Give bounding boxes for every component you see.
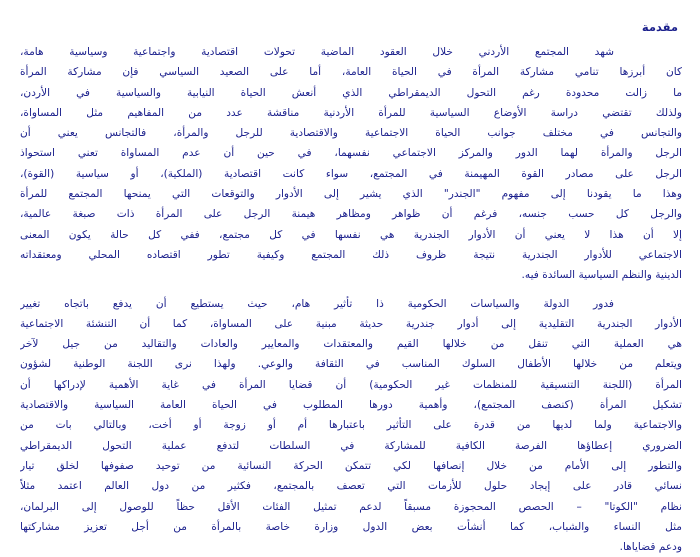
text-line: والاجتماعية ولما لديها من قدرة على التأثير باعتبارها أم أو زوجة أو أخت، وبالتالي بات من	[20, 419, 682, 432]
text-line: ولذلك تقتضي دراسة الأوضاع السياسية للمرأة الأردنية مناقشة عدد من المفاهيم مثل المساواة،	[20, 106, 682, 119]
text-line: تشكيل المرأة (كنصف المجتمع)، وأهمية دورها المطلوب في الحياة العامة السياسية والاقتصادية	[20, 399, 682, 412]
text-line: ويتعلم من خلالها الأطفال السلوك المناسب في الثقافة والوعي. ولهذا نرى اللجنة الوطنية لشؤون	[20, 358, 682, 371]
paragraph-1	[20, 42, 682, 286]
text-line: والتجانس في مختلف جوانب الحياة الاجتماعية والاقتصادية للرجل والمرأة، فالتجانس يعني أن	[20, 127, 682, 140]
text-line: الضروري إعطاؤها الفرصة الكافية للمشاركة في السلطات لتدفع عملية التحول الديمقراطي	[20, 439, 682, 452]
text-line: الرجل على مصادر القوة المهيمنة في المجتمع، سواء كانت اقتصادية (الملكية)، أو سياسية (القوة)،	[20, 167, 682, 180]
text-line: وهذا ما يقودنا إلى مفهوم "الجندر" الذي يشير إلى الأدوار والتوقعات التي يمنحها المجتمع للمرأة	[20, 188, 682, 201]
text-line: نسائي قادر على إيجاد حلول للأزمات التي تعصف بالمجتمع، فكثير من دول العالم اعتمد مثلاً	[20, 480, 682, 493]
text-line: والتطور إلى الأمام من خلال إنصافها لكي تتمكن الحركة النسائية من توحيد صفوفها لخلق تيار	[20, 459, 682, 472]
text-line: فدور الدولة والسياسات الحكومية ذا تأثير هام، حيث يستطيع أن يدفع باتجاه تغيير	[20, 297, 614, 310]
paragraph-2	[20, 294, 682, 557]
text-line: كان أبرزها تنامي مشاركة المرأة في الحياة العامة، أما على الصعيد السياسي فإن مشاركة المرأة	[20, 66, 682, 79]
text-line: المرأة (اللجنة التنسيقية للمنظمات غير الحكومية) أن قضايا المرأة في غاية الأهمية لإدراكها أن	[20, 378, 682, 391]
text-line: ما زالت محدودة رغم التحول الديمقراطي الذي أنعش الحياة النيابية والسياسية في الأردن،	[20, 86, 682, 99]
text-line: الاجتماعي للأدوار الجندرية نتيجة ظروف ذلك المجتمع وكيفية تطور اقتصاده المحلي ومعتقداته	[20, 248, 682, 261]
text-line: هي العملية التي تنقل من خلالها القيم والمعتقدات والمعايير والعادات والتقاليد من جيل لآخر	[20, 338, 682, 351]
text-line: والرجل كل حسب جنسه، فرغم أن ظواهر ومظاهر هيمنة الرجل على المرأة ذات صبغة عالمية،	[20, 208, 682, 221]
text-line: الرجل والمرأة لهما الدور والمركز الاجتماعي نفسهما، في حين أن عدم المساواة تعني استحواذ	[20, 147, 682, 160]
section-heading: مقدمة	[641, 20, 678, 34]
text-line: إلا أن هذا لا يعني أن الأدوار الجندرية هي نفسها في كل مجتمع، ففي كل حالة يكون المعنى	[20, 228, 682, 241]
text-line: نظام "الكوتا" – الحصص المحجوزة مسبقاً لدعم تمثيل الفئات الأقل حظاً للوصول إلى البرلمان،	[20, 500, 682, 513]
text-line: شهد المجتمع الأردني خلال العقود الماضية تحولات اقتصادية واجتماعية وسياسية هامة،	[20, 46, 614, 58]
text-line: الدينية والنظم السياسية السائدة فيه.	[521, 269, 682, 282]
text-line: مثل النساء والشباب، كما أنشأت بعض الدول وزارة خاصة بالمرأة من أجل تعزيز مشاركتها	[20, 520, 682, 533]
text-line: ودعم قضاياها.	[619, 541, 682, 554]
text-line: الأدوار الجندرية التقليدية إلى أدوار جندرية حديثة مبنية على المساواة، كما أن التنشئة الاجتماعية	[20, 317, 682, 330]
